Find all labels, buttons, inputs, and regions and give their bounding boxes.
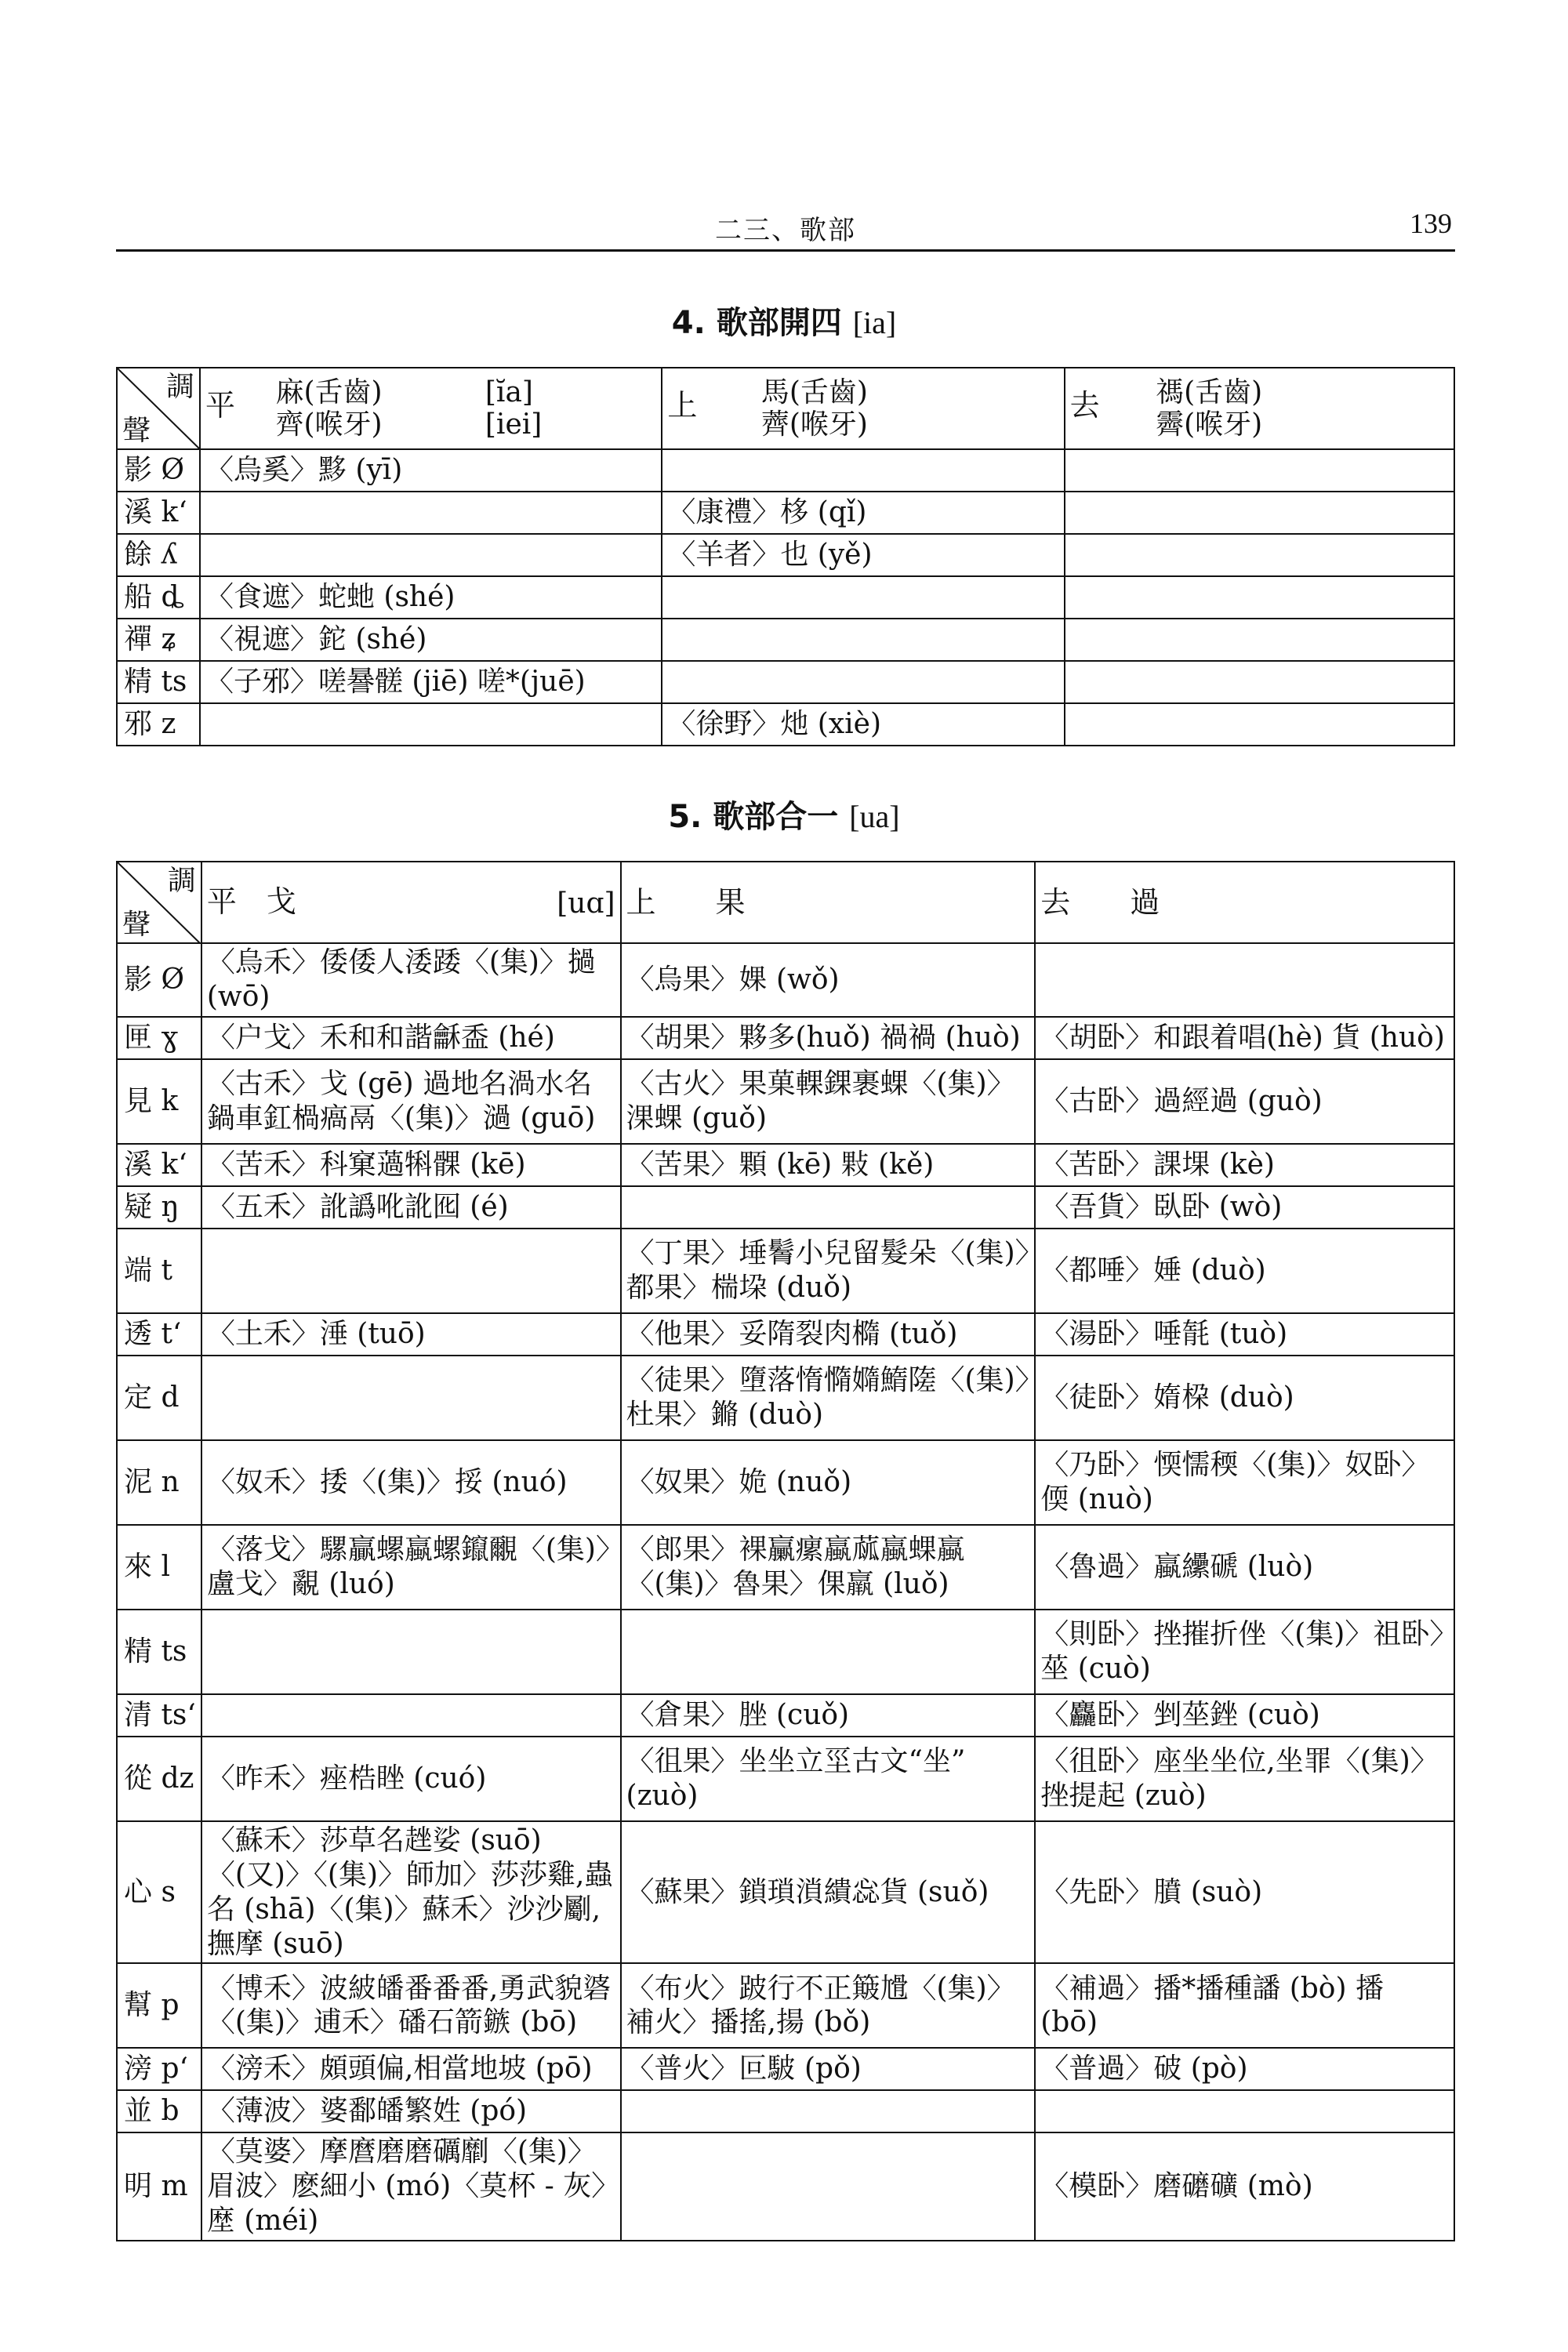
shang-cell [621,2090,1036,2132]
ping-cell: 〈博禾〉波紴皤番番番,勇武貌碆〈(集)〉逋禾〉磻石箭鏃 (bō) [201,1963,621,2048]
ping-cell: 〈滂禾〉頗頭偏,相當地坡 (pō) [201,2048,621,2090]
qu-cell: 〈都唾〉娷 (duò) [1035,1229,1454,1313]
ping-cell: 〈昨禾〉痤梏睉 (cuó) [201,1737,621,1821]
qu-cell: 〈先卧〉膹 (suò) [1035,1821,1454,1964]
qu-cell: 〈徂卧〉座坐坐位,坐罪〈(集)〉挫提起 (zuò) [1035,1737,1454,1821]
qu-cell [1035,2090,1454,2132]
table-row [117,1186,1454,1229]
corner-tone-label: 調 [167,865,196,897]
ping-rhyme-groups [275,376,448,441]
ping-ipa-values [485,376,542,441]
page-number: 139 [1410,208,1452,239]
shang-cell: 〈他果〉妥隋裂肉橢 (tuǒ) [621,1313,1036,1356]
qu-cell: 〈普過〉破 (pò) [1035,2048,1454,2090]
section-4-table [116,367,1455,746]
section-4-title [0,298,1568,343]
ping-cell: 〈薄波〉婆鄱皤繁姓 (pó) [201,2090,621,2132]
ping-cell: 〈蘇禾〉莎草名趖娑 (suō)〈(又)〉〈(集)〉師加〉莎莎雞,蟲名 (shā)〈(集)〉蘇禾〉沙沙劚,撫摩 (suō) [201,1821,621,1964]
shang-cell [662,619,1064,661]
tone-shang: 上 [667,388,698,423]
table-row [117,1017,1454,1059]
initial-cell: 泥 n [117,1440,201,1525]
ping-cell: 〈視遮〉鉈 (shé) [200,619,662,661]
qu-cell: 〈湯卧〉唾毻 (tuò) [1035,1313,1454,1356]
qu-cell: 〈吾貨〉臥卧 (wò) [1035,1186,1454,1229]
initial-cell: 從 dz [117,1737,201,1821]
initial-cell: 邪 z [117,703,200,746]
shang-cell: 〈徐野〉灺 (xiè) [662,703,1064,746]
ping-cell: 〈土禾〉涶 (tuō) [201,1313,621,1356]
initial-cell: 端 t [117,1229,201,1313]
table-row [117,1821,1454,1964]
col-header-shang [621,862,1036,943]
ping-cell: 〈落戈〉騾贏螺蠃螺鑹覼〈(集)〉盧戈〉覶 (luó) [201,1525,621,1610]
ping-cell: 〈烏禾〉倭倭人涹踒〈(集)〉撾 (wō) [201,943,621,1017]
ping-cell [201,1229,621,1313]
initial-cell: 影 Ø [117,943,201,1017]
qu-rhyme-2: 霽(喉牙) [1156,408,1263,441]
corner-initial-label: 聲 [122,909,151,942]
qu-rhyme-groups [1156,376,1262,441]
shang-cell: 〈古火〉果菓輠錁裹蜾〈(集)〉淉蜾 (guǒ) [621,1059,1036,1144]
table-row [117,619,1454,661]
qu-cell: 〈則卧〉挫摧折侳〈(集)〉祖卧〉莝 (cuò) [1035,1610,1454,1694]
initial-cell: 精 ts [117,1610,201,1694]
initial-cell: 定 d [117,1356,201,1440]
section-5-title-text: 5. 歌部合一 [668,799,839,835]
section-4-title-text: 4. 歌部開四 [671,305,842,341]
corner-tone-label: 調 [165,371,194,403]
section-5-title [0,792,1568,837]
initial-cell: 餘 ʎ [117,534,200,576]
section-5-table-body [117,943,1454,2241]
col-header-ping [200,368,662,449]
table-row [117,1144,1454,1186]
ping-cell [201,1610,621,1694]
table-row [117,1610,1454,1694]
section-5-table [116,861,1455,2241]
section-5-corner-cell [117,862,201,943]
qu-cell [1065,449,1454,492]
shang-rhyme-1: 馬(舌齒) [760,376,868,408]
qu-cell: 〈麤卧〉剉莝銼 (cuò) [1035,1694,1454,1737]
shang-cell: 〈郎果〉裸臝瘰蠃蓏蠃蜾蠃〈(集)〉魯果〉倮羸 (luǒ) [621,1525,1036,1610]
qu-cell [1065,661,1454,703]
qu-cell: 〈魯過〉蠃纝磃 (luò) [1035,1525,1454,1610]
shang-cell [621,1610,1036,1694]
shang-rhyme-label: 上 果 [626,884,746,920]
initial-cell: 清 ts‘ [117,1694,201,1737]
section-4-title-ipa: [ia] [852,305,897,340]
table-row [117,1313,1454,1356]
initial-cell: 疑 ŋ [117,1186,201,1229]
ping-cell: 〈苦禾〉科窠薖犐髁 (kē) [201,1144,621,1186]
ping-rhyme-label: 平 戈 [206,884,296,920]
qu-cell [1035,943,1454,1017]
shang-cell [621,1186,1036,1229]
table-row [117,2132,1454,2241]
initial-cell: 滂 p‘ [117,2048,201,2090]
shang-cell [621,2132,1036,2241]
shang-cell: 〈烏果〉婐 (wǒ) [621,943,1036,1017]
qu-cell: 〈乃卧〉愞懦稬〈(集)〉奴卧〉偄 (nuò) [1035,1440,1454,1525]
shang-cell: 〈羊者〉也 (yě) [662,534,1064,576]
table-row [117,1356,1454,1440]
col-header-ping [201,862,621,943]
table-row [117,1440,1454,1525]
ping-cell: 〈烏奚〉黟 (yī) [200,449,662,492]
initial-cell: 禪 ʑ [117,619,200,661]
shang-cell: 〈奴果〉姽 (nuǒ) [621,1440,1036,1525]
table-row [117,576,1454,619]
qu-cell: 〈胡卧〉和跟着唱(hè) 貨 (huò) [1035,1017,1454,1059]
qu-rhyme-label: 去 過 [1040,884,1160,920]
shang-cell: 〈丁果〉埵鬌小兒留髮朵〈(集)〉都果〉椯垜 (duǒ) [621,1229,1036,1313]
table-row [117,2048,1454,2090]
initial-cell: 來 l [117,1525,201,1610]
qu-cell: 〈徒卧〉媠桗 (duò) [1035,1356,1454,1440]
shang-cell [662,449,1064,492]
ping-cell [200,534,662,576]
shang-cell: 〈普火〉叵駊 (pǒ) [621,2048,1036,2090]
shang-rhyme-2: 薺(喉牙) [760,408,868,441]
col-header-qu [1065,368,1454,449]
ping-cell [200,492,662,534]
shang-cell: 〈徒果〉墮落惰憜嫷鰖隓〈(集)〉杜果〉鏅 (duò) [621,1356,1036,1440]
initial-cell: 心 s [117,1821,201,1964]
table-row [117,449,1454,492]
table-row [117,1525,1454,1610]
table-row [117,703,1454,746]
table-row [117,2090,1454,2132]
ping-ipa: [uɑ] [557,887,615,920]
initial-cell: 幫 p [117,1963,201,2048]
ping-ipa-1: [ĭa] [485,376,533,408]
initial-cell: 溪 k‘ [117,492,200,534]
section-4-corner-cell [117,368,200,449]
shang-cell: 〈徂果〉坐坐立坙古文“坐” (zuò) [621,1737,1036,1821]
initial-cell: 溪 k‘ [117,1144,201,1186]
qu-cell: 〈古卧〉過經過 (guò) [1035,1059,1454,1144]
running-title: 二三、歌部 [715,215,856,246]
shang-cell: 〈苦果〉顆 (kē) 敤 (kě) [621,1144,1036,1186]
initial-cell: 透 t‘ [117,1313,201,1356]
ping-cell: 〈食遮〉蛇虵 (shé) [200,576,662,619]
table-row [117,1059,1454,1144]
ping-rhyme-2: 齊(喉牙) [275,408,383,441]
shang-cell: 〈胡果〉夥多(huǒ) 禍禍 (huò) [621,1017,1036,1059]
corner-initial-label: 聲 [122,415,151,448]
table-row [117,661,1454,703]
ping-cell: 〈子邪〉嗟謈髊 (jiē) 嗟*(juē) [200,661,662,703]
table-row [117,492,1454,534]
tone-qu: 去 [1069,388,1100,423]
qu-cell [1065,703,1454,746]
initial-cell: 精 ts [117,661,200,703]
table-row [117,1694,1454,1737]
ping-cell: 〈莫婆〉摩麿磨磨礪劘〈(集)〉眉波〉麽細小 (mó)〈莫杯 - 灰〉塺 (méi) [201,2132,621,2241]
initial-cell: 見 k [117,1059,201,1144]
qu-cell: 〈模卧〉磨礳礦 (mò) [1035,2132,1454,2241]
section-5-header-row [117,862,1454,943]
col-header-qu [1035,862,1454,943]
shang-rhyme-groups [761,376,868,441]
ping-cell [200,703,662,746]
table-row [117,1229,1454,1313]
shang-cell: 〈康禮〉栘 (qǐ) [662,492,1064,534]
initial-cell: 並 b [117,2090,201,2132]
qu-cell [1065,534,1454,576]
tone-ping: 平 [205,388,235,423]
initial-cell: 明 m [117,2132,201,2241]
table-row [117,943,1454,1017]
table-row [117,1737,1454,1821]
shang-cell: 〈蘇果〉鎖瑣溑繢惢貨 (suǒ) [621,1821,1036,1964]
section-4-table-body [117,449,1454,746]
ping-cell [201,1356,621,1440]
ping-cell: 〈古禾〉戈 (gē) 過地名渦水名鍋車釭楇瘑鬲〈(集)〉濄 (guō) [201,1059,621,1144]
ping-ipa-2: [iei] [485,408,543,441]
shang-cell: 〈布火〉跛行不正簸尳〈(集)〉補火〉播搖,揚 (bǒ) [621,1963,1036,2048]
ping-cell: 〈奴禾〉捼〈(集)〉挼 (nuó) [201,1440,621,1525]
ping-cell [201,1694,621,1737]
qu-cell: 〈苦卧〉課堁 (kè) [1035,1144,1454,1186]
section-4-header-row [117,368,1454,449]
page-header [116,205,1455,252]
qu-cell [1065,619,1454,661]
ping-rhyme-1: 麻(舌齒) [275,376,383,408]
table-row [117,1963,1454,2048]
qu-rhyme-1: 禡(舌齒) [1156,376,1263,408]
qu-cell [1065,492,1454,534]
initial-cell: 影 Ø [117,449,200,492]
ping-cell: 〈五禾〉訛譌吪訛囮 (é) [201,1186,621,1229]
shang-cell [662,661,1064,703]
table-row [117,534,1454,576]
section-5-title-ipa: [ua] [849,799,900,834]
shang-cell [662,576,1064,619]
initial-cell: 船 ȡ [117,576,200,619]
col-header-shang [662,368,1064,449]
qu-cell [1065,576,1454,619]
shang-cell: 〈倉果〉脞 (cuǒ) [621,1694,1036,1737]
ping-cell: 〈户戈〉禾和和諧龢盉 (hé) [201,1017,621,1059]
initial-cell: 匣 ɣ [117,1017,201,1059]
qu-cell: 〈補過〉播*播種譒 (bò) 播 (bō) [1035,1963,1454,2048]
